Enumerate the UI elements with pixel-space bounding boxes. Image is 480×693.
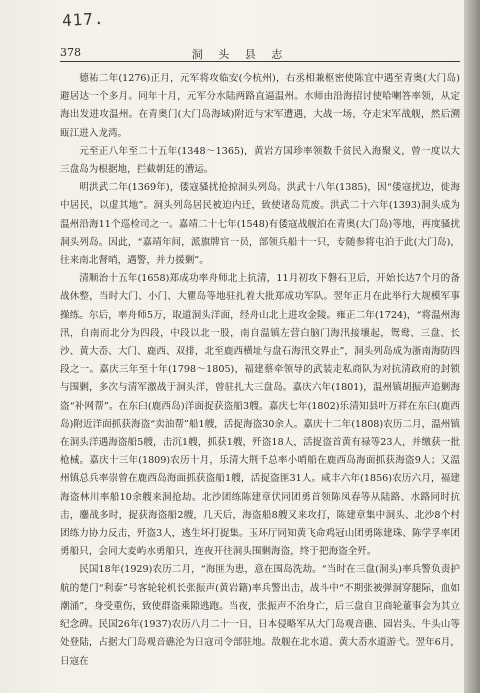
running-head: 洞 头 县 志 xyxy=(191,48,289,61)
header-rule xyxy=(60,61,460,62)
paragraph: 明洪武二年(1369年)，倭寇骚扰抢掠洞头列岛。洪武十八年(1385)，因“倭寇扰边，徙海中居民，以虚其地”。洞头列岛居民被迫内迁，致使诸岛荒废。洪武二十六年(1393)洞头成为温州沿海11个巡检司之一。嘉靖二十七年(1548)有倭寇战舰泊在青奥(大门岛)等地，再度骚扰洞头列岛。因此，“嘉靖年间，派旗牌官一员，部领兵船十一只，专随参将屯泊于此(大门岛)，往来南北督哨，遇警，并力援剿”。 xyxy=(60,182,460,267)
body-text xyxy=(60,70,460,671)
paragraph: 德祐二年(1276)正月，元军将攻临安(今杭州)，右丞相兼枢密使陈宜中遇至青奥(大门岛)避居达一个多月。同年十月，元军分水陆两路直逼温州。水师由沿海招讨使哈喇答率领，从定海出发进攻温州。在青奥门(大门岛海域)附近与宋军遭遇，大战一场，夺走宋军战舰，然后溯瓯江进入龙湾。 xyxy=(60,73,460,139)
paragraph: 民国18年(1929)农历二月，“海匪为患，意在围岛洗劫。“当时在三盘(洞头)率兵警负责护航的楚门“利泰”号客轮轮机长张振声(黄岩籍)率兵警出击，战斗中“不期张被弹洞穿腿际，血如潮涌”，身受重伤，致使群盗乘隙逃跑。当夜，张振声不治身亡，后三盘自卫商轮董事会为其立纪念碑。民国26年(1937)农历八月二十一日，日本侵略军从大门岛观音礁、园岩头、牛头山等处登陆，占据大门岛观音礁沦为日寇司令部驻地。敌舰在北水道、黄大岙水道游弋。翌年6月，日寇在 xyxy=(60,564,460,667)
page-number: 378 xyxy=(60,46,81,59)
handwritten-page-mark: 417. xyxy=(61,8,105,31)
paragraph: 元至正八年至二十五年(1348～1365)，黄岩方国珍率领数千贫民入海聚义，曾一度以大三盘岛为根据地，拦截朝廷的漕运。 xyxy=(60,145,460,176)
paragraph: 清顺治十五年(1658)郑成功率舟师北上抗清，11月初攻下磐石卫后，开始长达7个月的备战休整，当时大门、小门、大瞿岛等地驻扎着大批郑成功军队。翌年正月在此举行大规模军事操练。尔后，率舟师5万，取道洞头洋面，经舟山北上进攻金陵。雍正二年(1724)，“将温州海汛，自南而北分为四段，中段以北一股，南自温镇左营白脑门海汛接壤起，鸳鸯、三盘、长沙、黄大岙、大门、鹿西、双排，北至鹿西横址与盘石海汛交界止”，洞头列岛成为浙南海防四段之一。嘉庆三年至十年(1798～1805)，福建蔡牵领导的武装走私商队为对抗清政府的封锁与围剿，多次与清军激战于洞头洋，曾驻扎大三盘岛。嘉庆六年(1801)，温州镇胡振声追剿海盗“补网帮”。在东臼(鹿西岛)洋面捉获盗船3艘。嘉庆七年(1802)乐清知县叶万祥在东臼(鹿西岛)附近洋面抓获海盗“卖油帮”船1艘，活捉海盗30余人。嘉庆十二年(1808)农历二月，温州镇在洞头洋遇海盗船5艘，击沉1艘，抓获1艘，歼盗18人，活捉盗首黄有禄等23人，并缴获一批枪械。嘉庆十三年(1809)农历十月，乐清大荆千总率小哨船在鹿西岛海面抓获海盗9人；又温州镇总兵率崇曾在鹿西岛海面抓获盗船1艘，活捉盗匪31人。咸丰六年(1856)农历六月，福建海盗林川率船10余艘来洞抢劫。北沙团练陈建章伏同团勇首领陈凤春等从陆路、水路同时抗击，鏖战多时，捉获海盗船2艘，几天后，海盗船8艘又来攻打，陈建章集中洞头、北沙8个村团练力协力反击，歼盗3人，逃生坏打捉集。玉环厅同知黄飞命鸡冠山团勇陈建珠、陈学孚率团勇船只，会同大麦屿水勇船只，连夜开往洞头围剿海盗，终于把海盗全歼。 xyxy=(60,273,460,558)
book-spine-shadow xyxy=(464,0,480,693)
